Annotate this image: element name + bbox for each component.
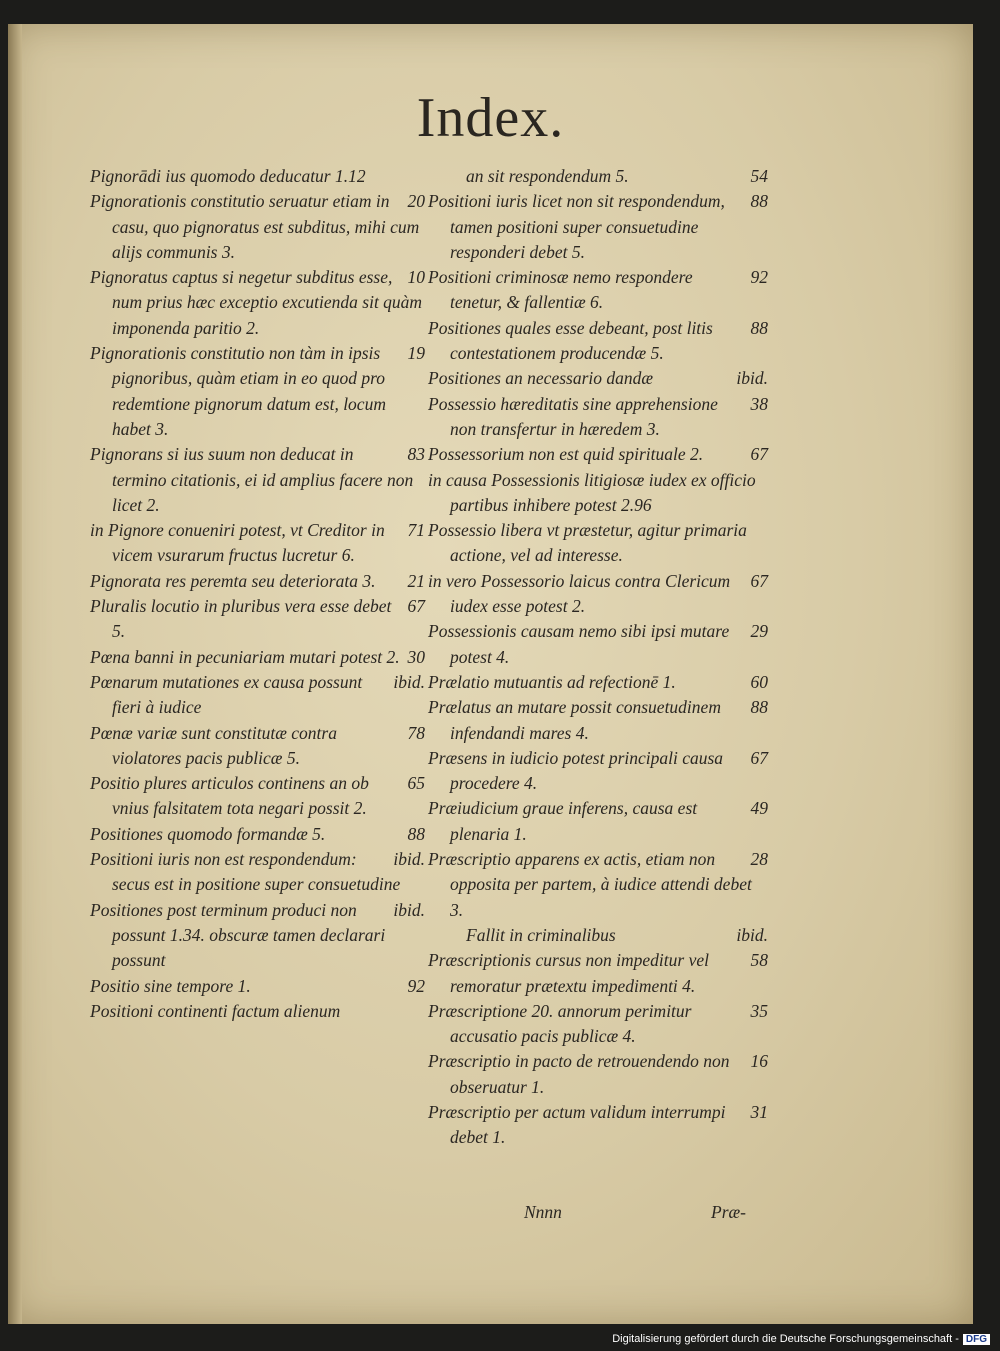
entry-text: Possessorium non est quid spirituale 2. xyxy=(428,444,704,465)
entry-text: Præiudicium graue inferens, causa est plenaria 1. xyxy=(428,798,698,844)
entry-text: Positio sine tempore 1. xyxy=(90,975,251,996)
entry-text: Pœna banni in pecuniariam mutari potest 2. xyxy=(90,646,400,667)
entry-page-ref: 92 xyxy=(407,975,425,996)
digitization-footer xyxy=(612,1330,990,1348)
entry-text: Præsens in iudicio potest principali causa procedere 4. xyxy=(428,747,724,794)
entry-page-ref: ibid. xyxy=(736,924,768,945)
index-entry xyxy=(428,923,768,948)
book-page xyxy=(8,24,973,1324)
index-entry xyxy=(90,721,425,772)
entry-page-ref: 78 xyxy=(407,722,425,743)
index-entry xyxy=(90,265,425,341)
entry-text: in vero Possessorio laicus contra Clericum iudex esse potest 2. xyxy=(428,570,731,617)
index-entry xyxy=(428,948,768,999)
index-entry xyxy=(428,999,768,1050)
index-entry xyxy=(90,594,425,645)
page-binding-edge xyxy=(8,24,22,1324)
entry-page-ref: 60 xyxy=(750,671,768,692)
entry-page-ref: ibid. xyxy=(393,849,425,870)
entry-page-ref: 28 xyxy=(750,849,768,870)
entry-text: Positiones quomodo formandæ 5. xyxy=(90,823,326,844)
entry-text: Possessio libera vt præstetur, agitur primaria actione, vel ad interesse. xyxy=(428,520,747,566)
index-entry xyxy=(90,341,425,442)
index-entry xyxy=(90,822,425,847)
entry-page-ref: 88 xyxy=(407,823,425,844)
entry-text: Positio plures articulos continens an ob vnius falsitatem tota negari possit 2. xyxy=(90,773,369,819)
index-entry xyxy=(428,746,768,797)
index-entry xyxy=(90,442,425,518)
index-entry xyxy=(428,1100,768,1151)
entry-text: in Pignore conueniri potest, vt Creditor in vicem vsurarum fructus lucretur 6. xyxy=(90,520,385,566)
entry-text: Pœnæ variæ sunt constitutæ contra violatores pacis publicæ 5. xyxy=(90,722,337,768)
footer-text: Digitalisierung gefördert durch die Deutsche Forschungsgemeinschaft - xyxy=(612,1333,959,1345)
entry-page-ref: 67 xyxy=(750,747,768,768)
index-entry xyxy=(428,796,768,847)
index-entry xyxy=(90,999,425,1024)
entry-text: Pignorationis constitutio seruatur etiam in casu, quo pignoratus est subditus, mihi cum alijs communis 3. xyxy=(90,191,420,262)
entry-page-ref: 67 xyxy=(407,596,425,617)
entry-text: Præscriptionis cursus non impeditur vel remoratur prætextu impedimenti 4. xyxy=(428,950,709,996)
entry-text: Præscriptio apparens ex actis, etiam non opposita per partem, à iudice attendi debet 3. xyxy=(428,849,752,920)
index-entry xyxy=(428,619,768,670)
entry-text: Prælatio mutuantis ad refectionē 1. xyxy=(428,671,676,692)
entry-page-ref: 54 xyxy=(750,166,768,186)
index-entry xyxy=(428,518,768,569)
entry-text: Pignorationis constitutio non tàm in ipsis pignoribus, quàm etiam in eo quod pro redemtione pignorum datum est, locum habet 3. xyxy=(90,343,386,439)
index-entry xyxy=(428,847,768,923)
entry-text: Fallit in criminalibus xyxy=(466,924,616,945)
entry-text: Pœnarum mutationes ex causa possunt fieri à iudice xyxy=(90,671,363,718)
index-entry xyxy=(90,645,425,670)
index-entry xyxy=(90,847,425,898)
entry-page-ref: 30 xyxy=(407,646,425,667)
entry-page-ref: 83 xyxy=(407,444,425,465)
entry-page-ref: 31 xyxy=(750,1101,768,1122)
index-entry xyxy=(90,518,425,569)
index-entry xyxy=(90,569,425,594)
entry-text: Pignorata res peremta seu deteriorata 3. xyxy=(90,570,376,591)
entry-page-ref: 58 xyxy=(750,950,768,971)
entry-page-ref: 92 xyxy=(750,267,768,288)
entry-page-ref: ibid. xyxy=(736,368,768,389)
page-title: Index. xyxy=(416,87,565,149)
index-entry xyxy=(428,392,768,443)
entry-page-ref: 67 xyxy=(750,444,768,465)
entry-page-ref: 88 xyxy=(750,317,768,338)
index-entry xyxy=(428,189,768,265)
entry-page-ref: ibid. xyxy=(393,899,425,920)
index-entry xyxy=(90,189,425,265)
entry-page-ref: 29 xyxy=(750,621,768,642)
entry-page-ref: ibid. xyxy=(393,671,425,692)
entry-page-ref: 49 xyxy=(750,798,768,819)
entry-text: Pignorans si ius suum non deducat in termino citationis, ei id amplius facere non licet 2. xyxy=(90,444,414,515)
index-entry xyxy=(428,265,768,316)
entry-text: Positioni criminosæ nemo respondere tenetur, & fallentiæ 6. xyxy=(428,267,693,313)
entry-page-ref: 35 xyxy=(750,1000,768,1021)
entry-text: Positiones an necessario dandæ xyxy=(428,368,654,389)
entry-text: Positiones quales esse debeant, post litis contestationem producendæ 5. xyxy=(428,317,713,364)
entry-page-ref: 19 xyxy=(407,343,425,364)
entry-text: Præscriptio in pacto de retrouendendo non obseruatur 1. xyxy=(428,1051,730,1097)
entry-page-ref: 21 xyxy=(407,570,425,591)
entry-text: Positiones post terminum produci non possunt 1.34. obscuræ tamen declarari possunt xyxy=(90,899,386,971)
index-entry xyxy=(90,898,425,974)
index-entry xyxy=(428,442,768,467)
entry-page-ref: 67 xyxy=(750,570,768,591)
entry-text: Præscriptione 20. annorum perimitur accusatio pacis publicæ 4. xyxy=(428,1000,692,1047)
entry-text: Positioni iuris licet non sit respondendum, tamen positioni super consuetudine responderi debet 5. xyxy=(428,191,725,262)
entry-page-ref: 88 xyxy=(750,191,768,212)
catchword: Præ- xyxy=(711,1202,746,1222)
entry-text: Pignoratus captus si negetur subditus esse, num prius hæc exceptio excutienda sit quàm imponenda paritio 2. xyxy=(90,267,423,338)
index-entry xyxy=(428,366,768,391)
index-column-left xyxy=(90,164,425,1024)
entry-page-ref: 88 xyxy=(750,697,768,718)
entry-text: Positioni continenti factum alienum xyxy=(90,1000,341,1021)
index-entry xyxy=(428,569,768,620)
entry-text: in causa Possessionis litigiosæ iudex ex officio partibus inhibere potest 2.96 xyxy=(428,469,756,515)
index-entry xyxy=(90,670,425,721)
entry-text: Possessionis causam nemo sibi ipsi mutare potest 4. xyxy=(428,621,730,667)
entry-text: an sit respondendum 5. xyxy=(466,166,629,186)
entry-text: Positioni iuris non est respondendum: secus est in positione super consuetudine xyxy=(90,849,401,895)
entry-text: Prælatus an mutare possit consuetudinem infendandi mares 4. xyxy=(428,697,721,743)
entry-text: Pignorādi ius quomodo deducatur 1.12 xyxy=(90,166,366,186)
index-entry xyxy=(90,974,425,999)
entry-page-ref: 71 xyxy=(407,520,425,541)
signature-mark: Nnnn xyxy=(524,1202,562,1222)
entry-text: Præscriptio per actum validum interrumpi debet 1. xyxy=(428,1101,726,1148)
index-entry xyxy=(428,316,768,367)
index-entry xyxy=(428,468,768,519)
index-entry xyxy=(428,670,768,695)
dfg-logo: DFG xyxy=(963,1334,990,1345)
entry-text: Pluralis locutio in pluribus vera esse debet 5. xyxy=(90,596,392,642)
index-entry xyxy=(90,164,425,189)
index-entry xyxy=(428,1049,768,1100)
entry-text: Possessio hæreditatis sine apprehensione non transfertur in hæredem 3. xyxy=(428,393,718,439)
entry-page-ref: 38 xyxy=(750,393,768,414)
index-entry xyxy=(428,695,768,746)
entry-page-ref: 10 xyxy=(407,267,425,288)
index-entry xyxy=(428,164,768,189)
entry-page-ref: 16 xyxy=(750,1051,768,1072)
index-column-right xyxy=(428,164,768,1151)
entry-page-ref: 20 xyxy=(407,191,425,212)
entry-page-ref: 65 xyxy=(407,773,425,794)
index-entry xyxy=(90,771,425,822)
